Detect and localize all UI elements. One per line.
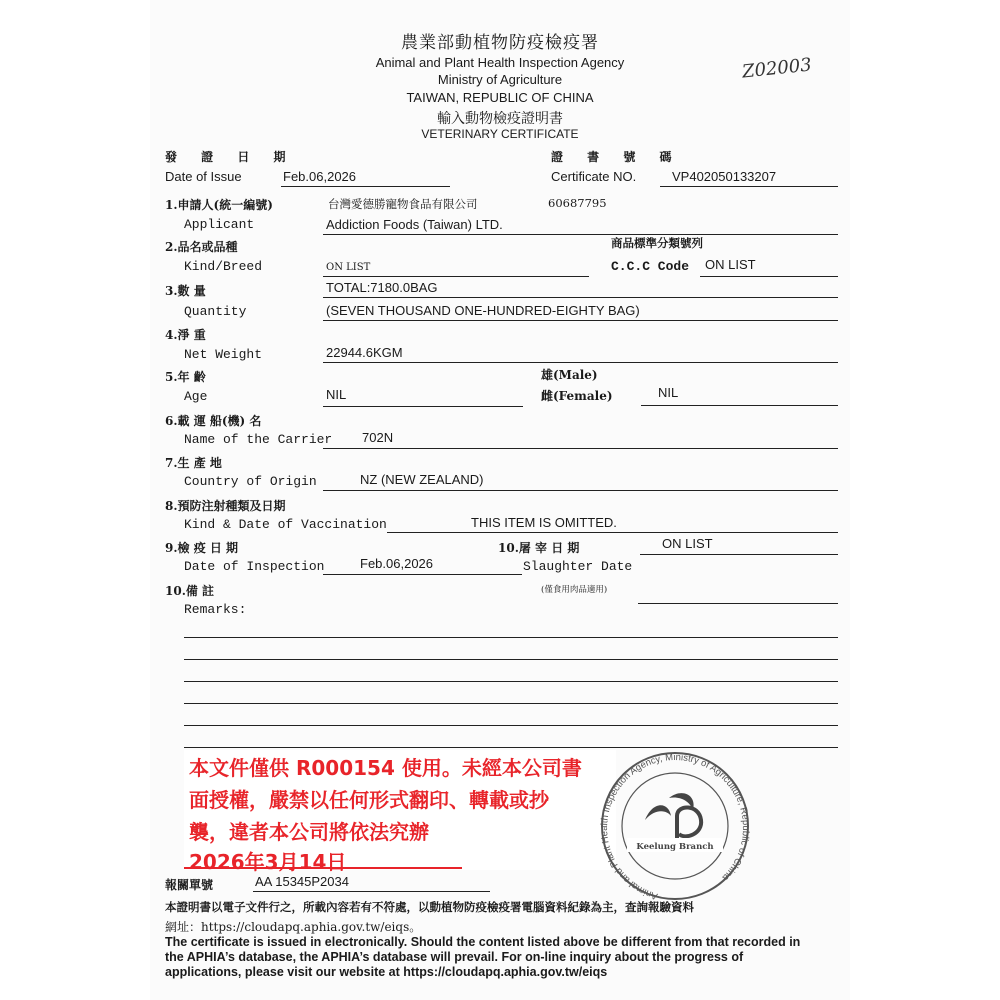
cert-no-label: Certificate NO. <box>551 169 637 184</box>
age-label: Age <box>184 389 208 404</box>
watermark-underline <box>184 867 462 869</box>
footer-zh-line-2: 網址：https://cloudapq.aphia.gov.tw/eiqs。 <box>165 920 422 934</box>
remarks-line <box>184 703 838 704</box>
rule <box>700 276 838 277</box>
net-weight-label-zh: 4.淨 重 <box>165 328 206 342</box>
rule <box>387 532 838 533</box>
agency-name-zh: 農業部動植物防疫檢疫署 <box>401 33 599 53</box>
quantity-label: Quantity <box>184 304 247 319</box>
cert-no-value: VP402050133207 <box>672 169 777 184</box>
watermark-line-3: 襲，違者本公司將依法究辦 <box>189 820 429 844</box>
rule <box>323 320 838 321</box>
rule <box>323 406 523 407</box>
certificate-title-en: VETERINARY CERTIFICATE <box>421 127 579 141</box>
sex-value: NIL <box>658 385 679 400</box>
footer-en-line-1: The certificate is issued in electronically. Should the content listed above be different from that recorded in <box>165 935 801 949</box>
inspection-value: Feb.06,2026 <box>360 556 434 571</box>
remarks-line <box>184 637 838 638</box>
report-label-zh: 報關單號 <box>165 878 214 892</box>
certificate-title-zh: 輸入動物檢疫證明書 <box>437 111 563 127</box>
seal-branch: Keelung Branch <box>636 842 714 852</box>
remarks-line <box>184 725 838 726</box>
male-label: 雄(Male) <box>541 368 598 382</box>
country-name: TAIWAN, REPUBLIC OF CHINA <box>406 90 594 105</box>
applicant-name-zh: 台灣愛德勝寵物食品有限公司 <box>328 197 478 211</box>
rule <box>640 554 838 555</box>
age-label-zh: 5.年 齡 <box>165 370 206 384</box>
age-value: NIL <box>326 387 347 402</box>
handwritten-number: Z02003 <box>741 54 813 83</box>
slaughter-note: (僅食用肉品適用) <box>541 585 608 595</box>
footer-en-line-2: the APHIA’s database, the APHIA’s database will prevail. For on-line inquiry about the progress of <box>165 950 744 964</box>
rule <box>323 276 589 277</box>
watermark-date: 2026年3月14日 <box>189 850 347 874</box>
report-value: AA 15345P2034 <box>255 874 349 889</box>
issue-date-label-zh: 發 證 日 期 <box>165 150 296 164</box>
carrier-label: Name of the Carrier <box>184 432 333 447</box>
applicant-label: Applicant <box>184 217 255 232</box>
footer-en-line-3: applications, please visit our website at https://cloudapq.aphia.gov.tw/eiqs <box>165 965 608 979</box>
kind-label: Kind/Breed <box>184 259 263 274</box>
slaughter-label: Slaughter Date <box>523 559 633 574</box>
net-weight-label: Net Weight <box>184 347 263 362</box>
remarks-label-zh: 10.備 註 <box>165 584 215 598</box>
rule <box>323 297 838 298</box>
rule <box>660 186 838 187</box>
quantity-words: (SEVEN THOUSAND ONE-HUNDRED-EIGHTY BAG) <box>326 303 640 318</box>
rule <box>281 186 450 187</box>
remarks-line <box>184 747 838 748</box>
remarks-line <box>184 659 838 660</box>
inspection-label: Date of Inspection <box>184 559 325 574</box>
slaughter-value: ON LIST <box>662 536 713 551</box>
applicant-name-en: Addiction Foods (Taiwan) LTD. <box>326 217 503 232</box>
ministry-name: Ministry of Agriculture <box>437 72 563 87</box>
rule <box>323 574 522 575</box>
kind-label-zh: 2.品名或品種 <box>165 240 238 254</box>
remarks-line <box>184 681 838 682</box>
footer-zh-line-1: 本證明書以電子文件行之，所載內容若有不符處，以動植物防疫檢疫署電腦資料紀錄為主，查詢報驗資料 <box>165 900 694 914</box>
origin-label: Country of Origin <box>184 474 317 489</box>
ccc-code-value: ON LIST <box>705 257 756 272</box>
official-seal <box>597 750 753 902</box>
rule <box>641 405 838 406</box>
applicant-id: 60687795 <box>548 196 607 210</box>
rule <box>323 234 838 235</box>
ccc-label-zh: 商品標準分類號列 <box>611 236 703 250</box>
rule <box>253 891 490 892</box>
remarks-label: Remarks: <box>184 602 247 617</box>
net-weight-value: 22944.6KGM <box>326 345 403 360</box>
female-label: 雌(Female) <box>541 389 613 403</box>
kind-value: ON LIST <box>326 262 371 273</box>
watermark-line-1: 本文件僅供 R000154 使用。未經本公司書 <box>189 756 582 780</box>
rule <box>323 362 838 363</box>
quantity-total: TOTAL:7180.0BAG <box>326 280 438 295</box>
vaccination-label: Kind & Date of Vaccination <box>184 517 387 532</box>
ccc-code-label: C.C.C Code <box>611 259 690 274</box>
issue-date-label: Date of Issue <box>165 169 242 184</box>
quantity-label-zh: 3.數 量 <box>165 284 206 298</box>
slaughter-label-zh: 10.屠 宰 日 期 <box>498 541 580 555</box>
rule <box>323 448 838 449</box>
rule <box>323 490 838 491</box>
inspection-label-zh: 9.檢 疫 日 期 <box>165 541 239 555</box>
origin-label-zh: 7.生 產 地 <box>165 456 222 470</box>
applicant-label-zh: 1.申請人(統一編號) <box>165 198 273 212</box>
origin-value: NZ (NEW ZEALAND) <box>360 472 484 487</box>
watermark-line-2: 面授權，嚴禁以任何形式翻印、轉載或抄 <box>189 788 549 812</box>
agency-name-en: Animal and Plant Health Inspection Agency <box>375 55 625 70</box>
carrier-value: 702N <box>362 430 394 445</box>
seal-ring-text: Animal and Plant Health Inspection Agency, Ministry of Agriculture, Republic of China <box>599 751 752 902</box>
issue-date-value: Feb.06,2026 <box>283 169 357 184</box>
vaccination-value: THIS ITEM IS OMITTED. <box>471 515 617 530</box>
rule <box>638 603 838 604</box>
cert-no-label-zh: 證 書 號 碼 <box>551 150 682 164</box>
carrier-label-zh: 6.載 運 船(機) 名 <box>165 414 262 428</box>
vaccination-label-zh: 8.預防注射種類及日期 <box>165 499 286 513</box>
